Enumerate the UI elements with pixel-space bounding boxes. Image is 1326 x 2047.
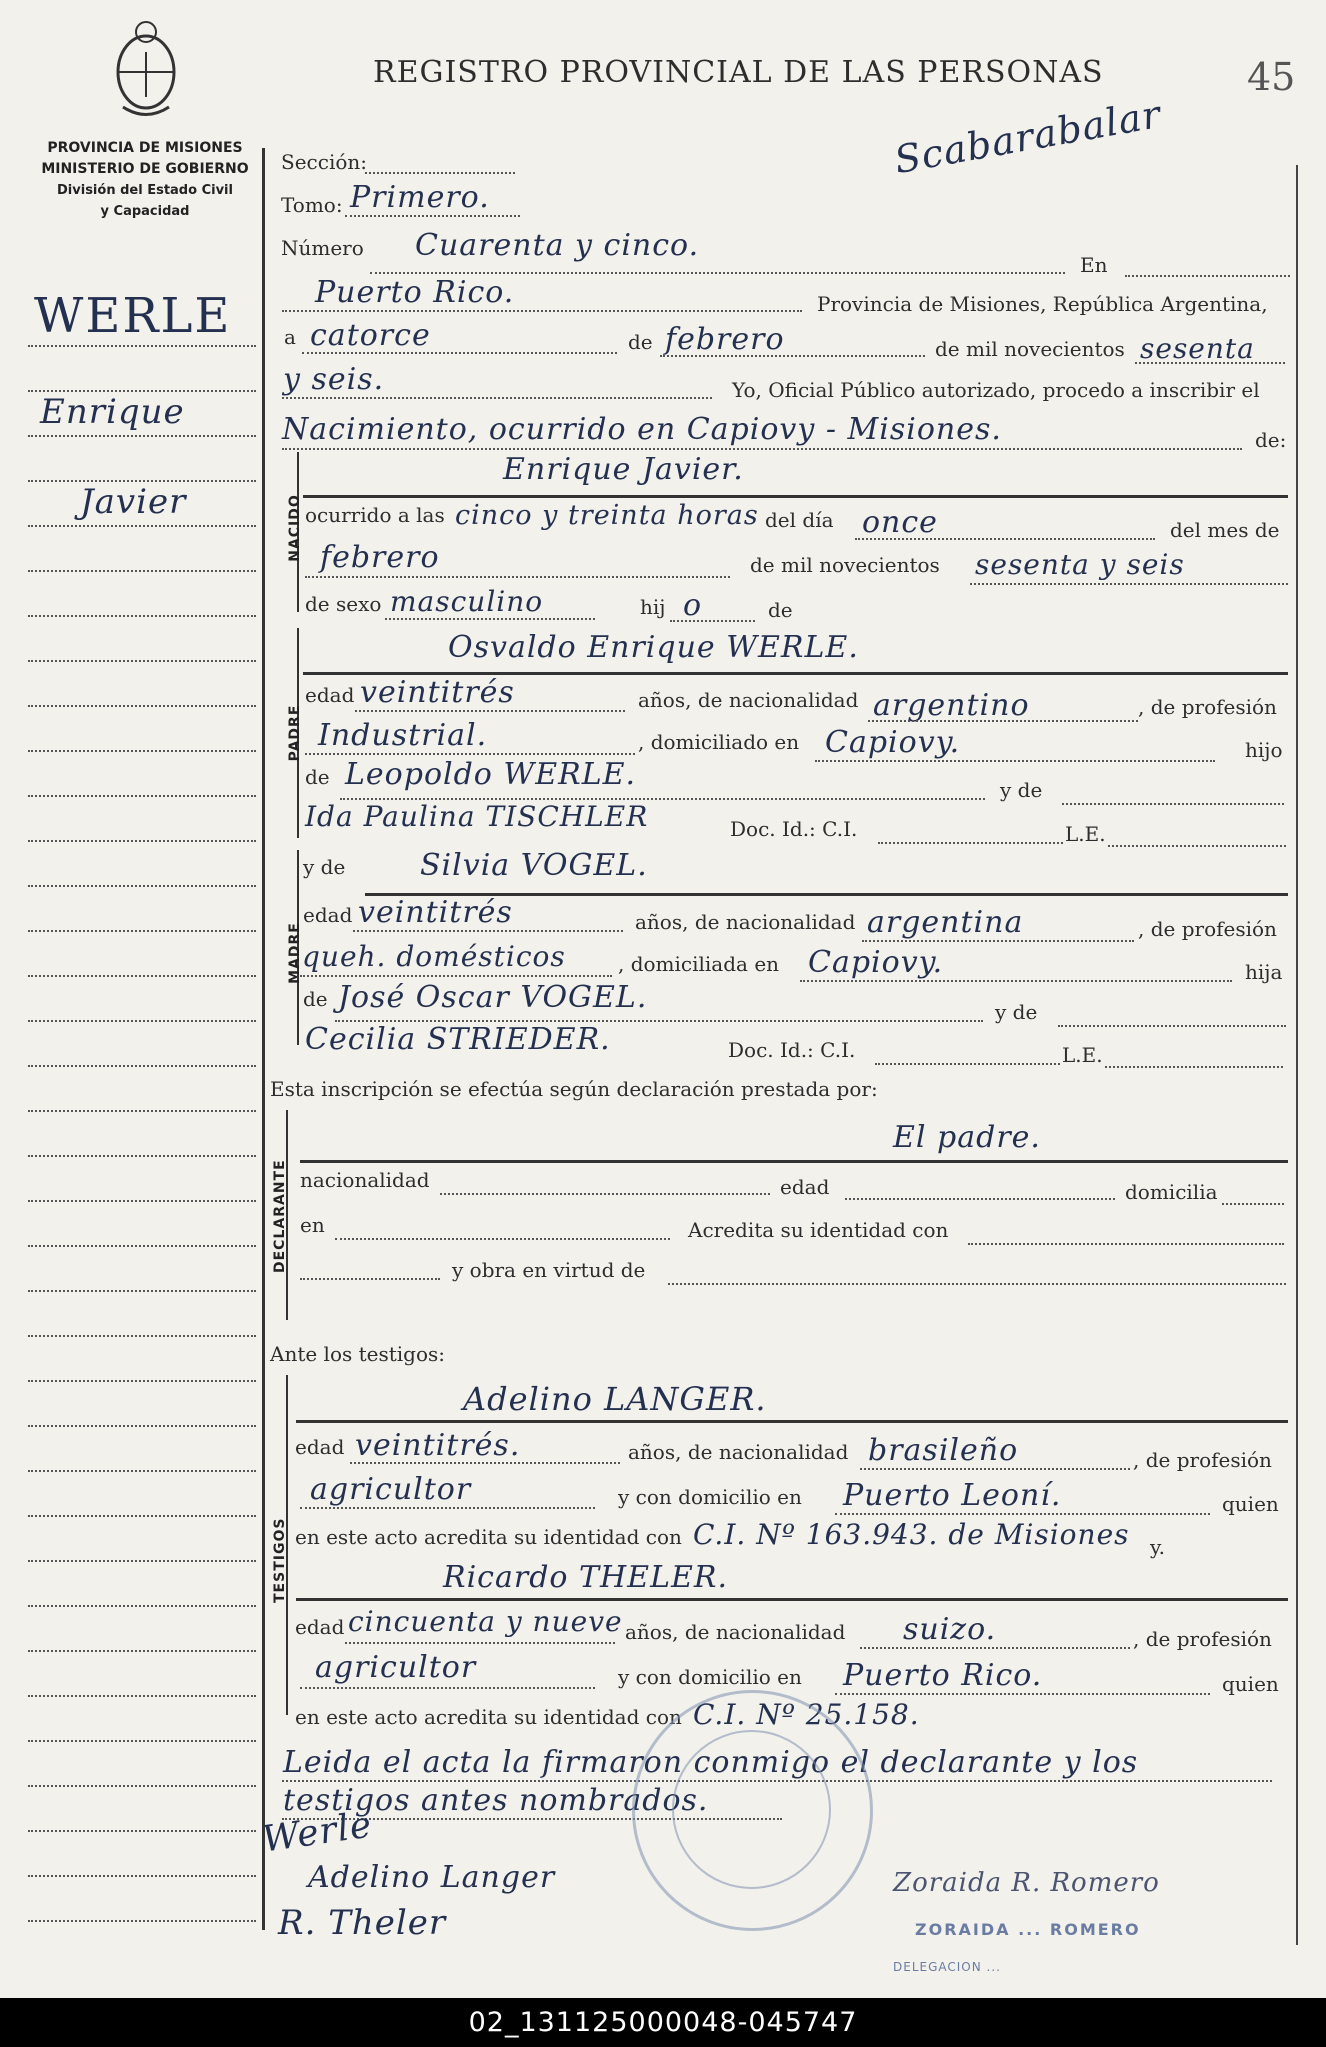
nombre-value: Enrique Javier. (503, 452, 744, 487)
signature-langer: Adelino Langer (308, 1860, 556, 1895)
seccion-line (365, 172, 515, 174)
anio-line-a (1135, 362, 1285, 364)
le-madre-line (1105, 1066, 1283, 1068)
nombre-line (303, 495, 1288, 498)
label-provincia: Provincia de Misiones, República Argentina, (817, 292, 1268, 316)
label-acredita-t1: en este acto acredita su identidad con (295, 1525, 682, 1549)
org-line-4: y Capacidad (100, 204, 190, 219)
padre-domicilio: Capiovy. (825, 725, 961, 760)
label-de-2: de (768, 598, 793, 622)
margin-ruled-line (28, 525, 256, 527)
testigo1-nacionalidad: brasileño (868, 1433, 1019, 1468)
label-de-mil-2: de mil novecientos (750, 553, 940, 577)
section-padre: PADRE (287, 704, 303, 762)
anio-line-b (282, 397, 712, 399)
label-hija: hija (1245, 960, 1283, 984)
madre-prof-line (300, 975, 612, 977)
label-anos-padre: años, de nacionalidad (638, 688, 859, 712)
label-del-mes: del mes de (1170, 518, 1280, 542)
label-edad-padre: edad (305, 683, 355, 707)
label-profesion-t1: , de profesión (1133, 1448, 1272, 1472)
label-de-1: de (628, 330, 653, 354)
label-edad-dec: edad (780, 1175, 830, 1199)
label-y-de-madre: y de (303, 855, 346, 879)
label-doc-padre: Doc. Id.: C.I. (730, 817, 858, 841)
label-a: a (284, 325, 296, 349)
margin-divider (262, 148, 265, 1930)
coat-of-arms-icon (103, 12, 189, 122)
testigo2-nombre-line (296, 1598, 1288, 1601)
scan-id-footer: 02_131125000048-045747 (0, 1998, 1326, 2047)
y-de-padre-line (1062, 803, 1284, 805)
label-anos-t2: años, de nacionalidad (625, 1620, 846, 1644)
margin-ruled-line (28, 480, 256, 482)
padre-madre: Ida Paulina TISCHLER (305, 800, 649, 833)
madre-nac-line (862, 940, 1134, 942)
label-edad-t1: edad (295, 1435, 345, 1459)
org-line-2: MINISTERIO DE GOBIERNO (41, 161, 249, 177)
margin-ruled-line (28, 1785, 256, 1787)
hora-value: cinco y treinta horas (455, 500, 759, 531)
margin-ruled-line (28, 750, 256, 752)
margin-ruled-line (28, 435, 256, 437)
label-nacionalidad-dec: nacionalidad (300, 1168, 430, 1192)
label-en: En (1080, 253, 1108, 277)
label-anos-madre: años, de nacionalidad (635, 910, 856, 934)
margin-surname: WERLE (34, 288, 232, 344)
margin-ruled-line (28, 1650, 256, 1652)
testigo1-domicilio: Puerto Leoní. (843, 1478, 1062, 1513)
madre-edad: veintitrés (358, 895, 513, 930)
anio-value-b: y seis. (283, 362, 385, 397)
label-quien-t1: quien (1222, 1492, 1279, 1516)
padre-edad-line (355, 710, 625, 712)
label-en-dec: en (300, 1213, 325, 1237)
madre-nacionalidad: argentina (867, 905, 1024, 940)
section-declarante: DECLARANTE (272, 1159, 288, 1273)
testigo1-profesion: agricultor (310, 1472, 472, 1507)
hij-value: o (683, 588, 703, 623)
label-edad-madre: edad (303, 903, 353, 927)
margin-ruled-line (28, 1380, 256, 1382)
margin-ruled-line (28, 795, 256, 797)
margin-ruled-line (28, 1875, 256, 1877)
t1-prof-line (300, 1507, 595, 1509)
margin-ruled-line (28, 1920, 256, 1922)
declarante-line (300, 1160, 1288, 1163)
sexo-value: masculino (390, 585, 544, 618)
label-domiciliada: , domiciliada en (618, 952, 780, 976)
margin-ruled-line (28, 615, 256, 617)
hij-line (670, 620, 755, 622)
dia-value: catorce (310, 318, 431, 353)
lugar-line (282, 310, 802, 312)
padre-padre: Leopoldo WERLE. (345, 757, 637, 792)
dec-acredita-line (968, 1243, 1284, 1245)
dec-obra-line (668, 1283, 1286, 1285)
padre-prof-line (305, 753, 635, 755)
anio-nac-line (970, 583, 1288, 585)
dia-nac-line (855, 538, 1155, 540)
t2-dom-line (835, 1693, 1210, 1695)
testigo2-edad: cincuenta y nueve (348, 1605, 623, 1638)
margin-ruled-line (28, 345, 256, 347)
issuing-organization (0, 138, 290, 222)
padre-nac-line (868, 720, 1138, 722)
label-de-madre: de (303, 987, 328, 1011)
dia-line (302, 352, 617, 354)
margin-ruled-line (28, 1605, 256, 1607)
madre-padre: José Oscar VOGEL. (338, 980, 648, 1015)
tomo-line (345, 215, 520, 217)
label-edad-t2: edad (295, 1615, 345, 1639)
label-doc-madre: Doc. Id.: C.I. (728, 1038, 856, 1062)
label-le-padre: L.E. (1065, 822, 1106, 846)
madre-edad-line (353, 930, 623, 932)
padre-dom-line (815, 760, 1215, 762)
label-profesion-padre: , de profesión (1138, 695, 1277, 719)
t1-edad-line (350, 1462, 620, 1464)
label-profesion-madre: , de profesión (1138, 917, 1277, 941)
anio-nac-value: sesenta y seis (975, 548, 1185, 581)
margin-name-1: Enrique (40, 392, 185, 432)
right-border (1296, 165, 1298, 1945)
label-de-padre: de (305, 765, 330, 789)
margin-ruled-line (28, 1200, 256, 1202)
doc-madre-line (875, 1063, 1060, 1065)
label-domicilio-t1: y con domicilio en (618, 1485, 802, 1509)
margin-ruled-line (28, 660, 256, 662)
margin-ruled-line (28, 390, 256, 392)
dec-edad-line (845, 1198, 1115, 1200)
mes-value: febrero (665, 322, 785, 357)
section-nacido: NACIDO (287, 494, 303, 562)
dec-nac-line (440, 1193, 770, 1195)
testigo2-nacionalidad: suizo. (903, 1612, 997, 1647)
padre-profesion: Industrial. (318, 718, 488, 753)
t2-nac-line (860, 1647, 1130, 1649)
signature-official: Zoraida R. Romero (893, 1868, 1160, 1898)
label-anos-t1: años, de nacionalidad (628, 1440, 849, 1464)
section-madre: MADRE (287, 922, 303, 984)
testigo2-domicilio: Puerto Rico. (843, 1658, 1043, 1693)
margin-ruled-line (28, 1470, 256, 1472)
anio-value-a: sesenta (1140, 332, 1255, 365)
margin-ruled-line (28, 1560, 256, 1562)
numero-line (370, 272, 1065, 274)
label-de-colon: de: (1255, 428, 1287, 452)
dec-en-line (335, 1238, 670, 1240)
testigo1-edad: veintitrés. (355, 1428, 521, 1463)
acto-value: Nacimiento, ocurrido en Capiovy - Misiones. (282, 412, 1002, 447)
margin-ruled-line (28, 1515, 256, 1517)
margin-ruled-line (28, 1695, 256, 1697)
signature-theler: R. Theler (278, 1903, 447, 1943)
official-stamp-line-2: DELEGACION ... (893, 1960, 1001, 1974)
testigo1-nombre: Adelino LANGER. (463, 1380, 767, 1418)
label-quien-t2: quien (1222, 1672, 1279, 1696)
org-line-1: PROVINCIA DE MISIONES (47, 140, 243, 156)
label-y-obra: y obra en virtud de (452, 1258, 646, 1282)
label-domicilio-t2: y con domicilio en (618, 1665, 802, 1689)
label-hijo: hijo (1245, 738, 1283, 762)
madre-nombre: Silvia VOGEL. (420, 848, 648, 883)
label-domicilia: domicilia (1125, 1180, 1218, 1204)
t1-dom-line (835, 1513, 1210, 1515)
acto-line (282, 448, 1242, 450)
org-line-3: División del Estado Civil (57, 183, 233, 198)
lugar-value: Puerto Rico. (315, 275, 515, 310)
label-de-sexo: de sexo (305, 592, 382, 616)
testigo2-doc: C.I. Nº 25.158. (693, 1698, 920, 1731)
t2-prof-line (300, 1687, 595, 1689)
label-del-dia: del día (765, 508, 834, 532)
official-stamp-line-1: ZORAIDA ... ROMERO (915, 1920, 1141, 1939)
mes-nac-line (305, 576, 730, 578)
madre-domicilio: Capiovy. (808, 945, 944, 980)
t1-nac-line (860, 1468, 1130, 1470)
closing-line-1: Leida el acta la firmaron conmigo el declarante y los (283, 1745, 1139, 1780)
padre-edad: veintitrés (360, 675, 515, 710)
margin-ruled-line (28, 1830, 256, 1832)
margin-name-2: Javier (80, 482, 187, 522)
label-domiciliado: , domiciliado en (638, 730, 800, 754)
testigo1-nombre-line (296, 1420, 1288, 1423)
margin-ruled-line (28, 840, 256, 842)
doc-padre-line (878, 842, 1063, 844)
testigo2-nombre: Ricardo THELER. (443, 1560, 729, 1595)
label-yo: Yo, Oficial Público autorizado, procedo a inscribir el (732, 378, 1260, 402)
margin-ruled-line (28, 1020, 256, 1022)
t2-edad-line (345, 1642, 615, 1644)
label-seccion: Sección: (281, 150, 367, 174)
madre-profesion: queh. domésticos (302, 940, 566, 973)
padre-nombre: Osvaldo Enrique WERLE. (448, 630, 859, 665)
en-line (1125, 275, 1290, 277)
section-testigos: TESTIGOS (272, 1517, 288, 1603)
margin-ruled-line (28, 1290, 256, 1292)
margin-ruled-line (28, 885, 256, 887)
header-signature: Scabarabalar (891, 91, 1165, 183)
margin-ruled-line (28, 1740, 256, 1742)
madre-dom-line (800, 980, 1232, 982)
margin-ruled-line (28, 1245, 256, 1247)
round-stamp-inner (672, 1730, 831, 1889)
margin-ruled-line (28, 1110, 256, 1112)
dia-nac-value: once (862, 505, 938, 540)
margin-ruled-line (28, 570, 256, 572)
signature-werle: Werle (259, 1804, 375, 1861)
le-padre-line (1108, 845, 1286, 847)
label-profesion-t2: , de profesión (1133, 1627, 1272, 1651)
padre-nacionalidad: argentino (873, 688, 1030, 723)
testigo2-profesion: agricultor (315, 1650, 477, 1685)
label-le-madre: L.E. (1062, 1043, 1103, 1067)
label-hij: hij (640, 595, 666, 619)
label-y-t1: y. (1150, 1535, 1165, 1559)
tomo-value: Primero. (350, 180, 490, 215)
label-numero: Número (281, 236, 364, 260)
label-acredita-t2: en este acto acredita su identidad con (295, 1705, 682, 1729)
page-title: REGISTRO PROVINCIAL DE LAS PERSONAS (373, 55, 1104, 90)
madre-madre: Cecilia STRIEDER. (305, 1022, 611, 1057)
page-number: 45 (1247, 55, 1296, 99)
margin-ruled-line (28, 975, 256, 977)
label-y-de-madre-2: y de (995, 1000, 1038, 1024)
margin-ruled-line (28, 1425, 256, 1427)
numero-value: Cuarenta y cinco. (415, 228, 700, 263)
declarante-value: El padre. (893, 1120, 1041, 1155)
mes-line (660, 355, 925, 357)
label-ante-testigos: Ante los testigos: (270, 1342, 446, 1366)
label-tomo: Tomo: (281, 193, 343, 217)
margin-ruled-line (28, 1155, 256, 1157)
testigo1-doc: C.I. Nº 163.943. de Misiones (693, 1518, 1130, 1551)
label-y-de-padre: y de (1000, 778, 1043, 802)
mes-nac-value: febrero (320, 540, 440, 575)
margin-ruled-line (28, 705, 256, 707)
label-acredita-dec: Acredita su identidad con (688, 1218, 949, 1242)
dec-obra-line-a (300, 1278, 440, 1280)
closing-line-2: testigos antes nombrados. (283, 1783, 709, 1818)
sexo-line (385, 618, 595, 620)
margin-ruled-line (28, 1335, 256, 1337)
dec-dom-line (1222, 1203, 1284, 1205)
label-ocurrido: ocurrido a las (305, 503, 445, 527)
margin-ruled-line (28, 930, 256, 932)
margin-ruled-line (28, 1065, 256, 1067)
label-esta-inscripcion: Esta inscripción se efectúa según declaración prestada por: (270, 1077, 878, 1101)
label-de-mil-1: de mil novecientos (935, 337, 1125, 361)
y-de-madre-line (1058, 1025, 1286, 1027)
